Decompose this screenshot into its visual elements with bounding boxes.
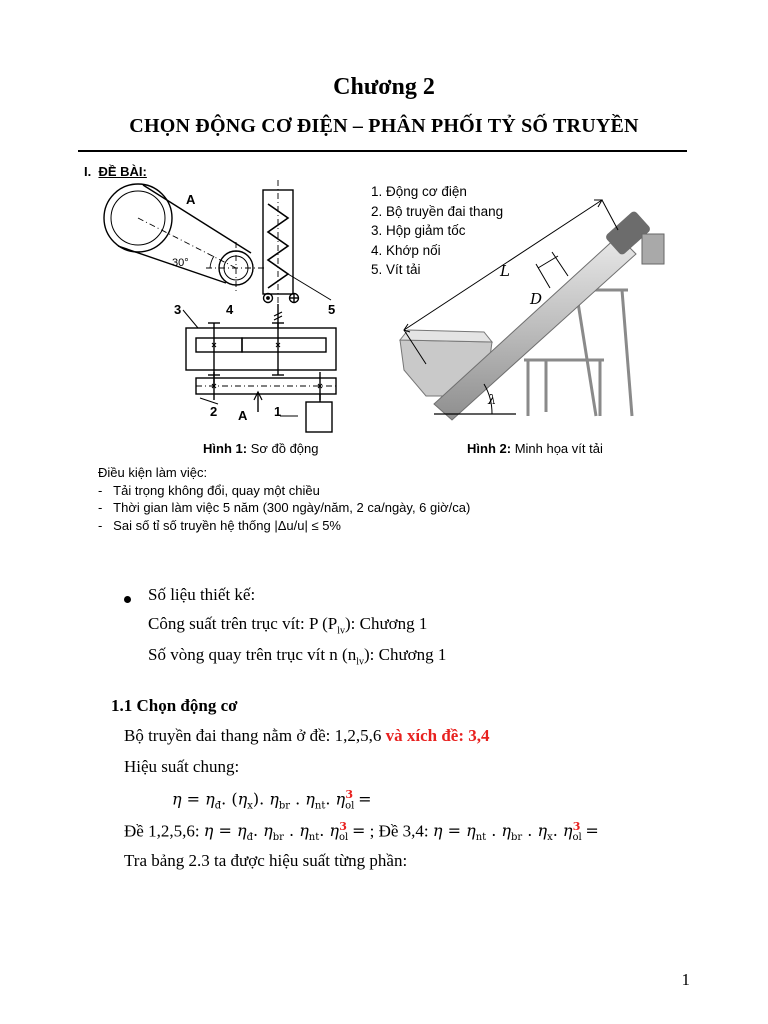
- design-data-title: Số liệu thiết kế:: [148, 585, 256, 604]
- belt-chain-line: [124, 726, 489, 746]
- chapter-title: CHỌN ĐỘNG CƠ ĐIỆN – PHÂN PHỐI TỶ SỐ TRUYỀN: [129, 115, 639, 137]
- section-1-1-heading: 1.1 Chọn động cơ: [111, 696, 238, 715]
- figure2-caption: [467, 441, 603, 456]
- component-item: 1. Động cơ điện: [371, 184, 467, 199]
- design-power-text: Công suất trên trục vít: P (P: [148, 614, 338, 633]
- design-power-sub: lv: [337, 625, 345, 637]
- bullet-dot: [124, 596, 131, 603]
- working-conditions: [98, 464, 470, 534]
- component-item: 5. Vít tải: [371, 262, 421, 277]
- discharge-outlet: [642, 234, 664, 264]
- efficiency-formula: $\eta = \eta_đ$. $(\eta_x)$. $\eta_{br}$ . $\eta_{nt}$. $\eta_{ol}^3$ =: [172, 788, 372, 812]
- label-diameter: D: [530, 290, 543, 308]
- design-power: [148, 614, 427, 636]
- figure2-caption-label: Hình 2:: [467, 441, 512, 456]
- component-item: 2. Bộ truyền đai thang: [371, 203, 504, 219]
- gearbox: [186, 328, 336, 370]
- chain-cases-highlight: và xích đề: 3,4: [385, 726, 490, 745]
- design-speed-tail: ): Chương 1: [364, 645, 447, 664]
- case-1256-label: Đề 1,2,5,6:: [124, 821, 204, 841]
- design-speed-text: Số vòng quay trên trục vít n (n: [148, 645, 357, 664]
- motor: [306, 402, 332, 432]
- title-divider: [78, 150, 687, 152]
- condition-text: Sai số tỉ số truyền hệ thống |Δu/u| ≤ 5%: [113, 517, 341, 533]
- label-3: 3: [174, 302, 182, 317]
- kinematic-diagram: [88, 180, 358, 440]
- section-heading-label: ĐỀ BÀI:: [98, 164, 147, 179]
- component-item: 3. Hộp giảm tốc: [371, 223, 466, 238]
- table-lookup-line: Tra bảng 2.3 ta được hiệu suất từng phần:: [124, 851, 408, 870]
- case-formulas: Đề 1,2,5,6: $\eta = \eta_đ$. $\eta_{br}$ . $\eta_{nt}$. $\eta_{ol}^3$ = ; Đề 3,4: $\eta = \eta_{nt}$ . $\eta_{br}$ . $\eta_x$. $\eta_{ol}^3$ =: [124, 820, 599, 844]
- figure1-caption: [203, 441, 319, 456]
- figure1-caption-text: Sơ đồ động: [250, 441, 319, 456]
- label-length: L: [500, 262, 510, 280]
- efficiency-label: Hiệu suất chung:: [124, 757, 240, 776]
- label-4: 4: [226, 302, 234, 317]
- label-a-bottom: A: [238, 408, 248, 423]
- case-34-label: ; Đề 3,4:: [365, 821, 433, 841]
- condition-item: - Tải trọng không đổi, quay một chiều: [98, 482, 320, 498]
- figure2-caption-text: Minh họa vít tải: [514, 441, 603, 456]
- condition-item: - Thời gian làm việc 5 năm (300 ngày/năm, 2 ca/ngày, 6 giờ/ca): [98, 500, 471, 515]
- screw-conveyor-illustration: [396, 190, 696, 430]
- condition-text: Thời gian làm việc 5 năm (300 ngày/năm, 2 ca/ngày, 6 giờ/ca): [113, 500, 471, 515]
- condition-item: - Sai số tỉ số truyền hệ thống |Δu/u| ≤ 5%: [98, 517, 341, 533]
- label-1: 1: [274, 404, 282, 419]
- conveyor-tube: [434, 236, 636, 420]
- component-item: 4. Khớp nối: [371, 242, 441, 258]
- design-power-tail: ): Chương 1: [344, 614, 428, 633]
- label-a-top: A: [186, 192, 196, 207]
- section-number: I.: [84, 164, 92, 179]
- figure1-caption-label: Hình 1:: [203, 441, 248, 456]
- page-number: 1: [681, 970, 690, 989]
- conditions-title: Điều kiện làm việc:: [98, 465, 208, 480]
- belt-chain-text: Bộ truyền đai thang nằm ở đề: 1,2,5,6: [124, 726, 386, 745]
- section-heading: [84, 164, 147, 179]
- label-5: 5: [328, 302, 336, 317]
- design-speed: [148, 645, 446, 667]
- label-2: 2: [210, 404, 218, 419]
- label-angle: 30°: [172, 257, 189, 269]
- design-speed-sub: lv: [356, 656, 364, 668]
- condition-text: Tải trọng không đổi, quay một chiều: [113, 482, 320, 498]
- label-angle-lambda: λ: [488, 393, 497, 408]
- chapter-heading: Chương 2: [333, 74, 435, 100]
